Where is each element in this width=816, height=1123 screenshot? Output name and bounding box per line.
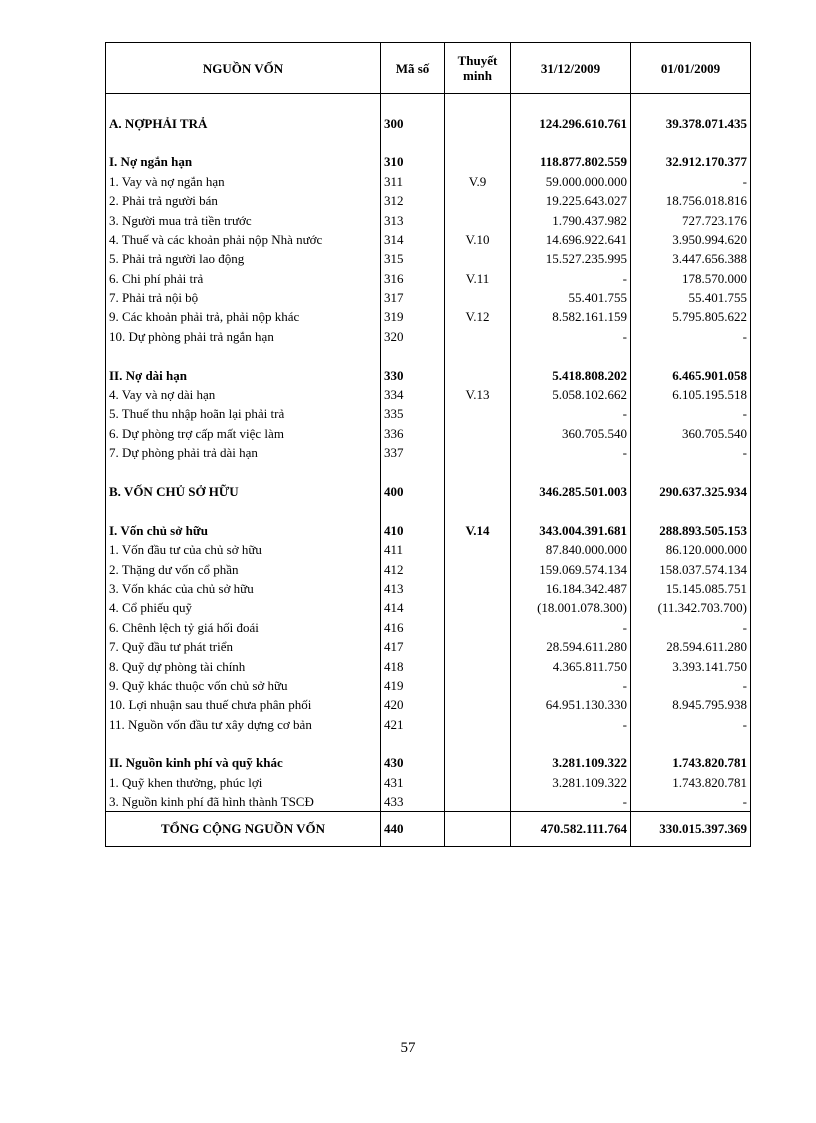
balance-sheet-table: [105, 42, 751, 847]
spacer-cell: [381, 734, 445, 753]
spacer-cell: [445, 734, 511, 753]
row-code: 300: [381, 113, 445, 132]
row-note: [445, 792, 511, 812]
row-note: [445, 210, 511, 229]
row-code: 416: [381, 618, 445, 637]
row-start: -: [631, 172, 751, 191]
row-end: -: [511, 443, 631, 462]
row-end: -: [511, 792, 631, 812]
table-header-row: [106, 43, 751, 94]
row-code: 417: [381, 637, 445, 656]
group-row: [106, 753, 751, 772]
row-start: 6.105.195.518: [631, 385, 751, 404]
row-start: 86.120.000.000: [631, 540, 751, 559]
row-note: V.13: [445, 385, 511, 404]
row-end: -: [511, 715, 631, 734]
row-label: 10. Dự phòng phải trả ngắn hạn: [106, 327, 381, 346]
row-end: 343.004.391.681: [511, 521, 631, 540]
row-code: 420: [381, 695, 445, 714]
table-row: [106, 637, 751, 656]
table-row: [106, 773, 751, 792]
table-row: [106, 210, 751, 229]
spacer-cell: [631, 734, 751, 753]
row-note: [445, 695, 511, 714]
row-label: II. Nợ dài hạn: [106, 365, 381, 384]
row-end: -: [511, 676, 631, 695]
row-start: 5.795.805.622: [631, 307, 751, 326]
row-end: 5.418.808.202: [511, 365, 631, 384]
row-start: 727.723.176: [631, 210, 751, 229]
total-label: TỔNG CỘNG NGUỒN VỐN: [106, 812, 381, 847]
spacer-cell: [381, 133, 445, 152]
row-code: 433: [381, 792, 445, 812]
page-number: 57: [400, 1040, 416, 1056]
table-row: [106, 598, 751, 617]
table-row: [106, 715, 751, 734]
section-row: [106, 482, 751, 501]
row-end: 59.000.000.000: [511, 172, 631, 191]
table-row: [106, 676, 751, 695]
row-label: 1. Vay và nợ ngắn hạn: [106, 172, 381, 191]
row-code: 337: [381, 443, 445, 462]
row-code: 330: [381, 365, 445, 384]
row-code: 335: [381, 404, 445, 423]
row-note: [445, 288, 511, 307]
row-label: 6. Chi phí phải trả: [106, 269, 381, 288]
row-end: 3.281.109.322: [511, 753, 631, 772]
row-start: 1.743.820.781: [631, 773, 751, 792]
row-end: 15.527.235.995: [511, 249, 631, 268]
group-row: [106, 521, 751, 540]
spacer-row: [106, 462, 751, 481]
spacer-cell: [381, 94, 445, 114]
row-code: 414: [381, 598, 445, 617]
row-start: (11.342.703.700): [631, 598, 751, 617]
row-label: 7. Quỹ đầu tư phát triển: [106, 637, 381, 656]
row-note: V.11: [445, 269, 511, 288]
table-row: [106, 172, 751, 191]
spacer-cell: [106, 94, 381, 114]
row-label: 6. Chênh lệch tỷ giá hối đoái: [106, 618, 381, 637]
row-code: 315: [381, 249, 445, 268]
row-start: 3.447.656.388: [631, 249, 751, 268]
row-note: [445, 404, 511, 423]
spacer-cell: [106, 133, 381, 152]
row-end: 5.058.102.662: [511, 385, 631, 404]
row-end: 3.281.109.322: [511, 773, 631, 792]
spacer-cell: [631, 501, 751, 520]
table-row: [106, 230, 751, 249]
table-row: [106, 191, 751, 210]
row-code: 411: [381, 540, 445, 559]
row-start: 6.465.901.058: [631, 365, 751, 384]
row-code: 412: [381, 559, 445, 578]
spacer-row: [106, 94, 751, 114]
row-label: 5. Thuế thu nhập hoãn lại phải trả: [106, 404, 381, 423]
row-label: 4. Thuế và các khoản phải nộp Nhà nước: [106, 230, 381, 249]
row-start: 178.570.000: [631, 269, 751, 288]
row-end: -: [511, 269, 631, 288]
spacer-cell: [511, 501, 631, 520]
row-code: 410: [381, 521, 445, 540]
total-end: 470.582.111.764: [511, 812, 631, 847]
row-start: 3.393.141.750: [631, 656, 751, 675]
row-end: 87.840.000.000: [511, 540, 631, 559]
row-start: -: [631, 443, 751, 462]
row-label: 4. Vay và nợ dài hạn: [106, 385, 381, 404]
group-row: [106, 365, 751, 384]
header-end-date: 31/12/2009: [511, 43, 631, 94]
row-end: -: [511, 404, 631, 423]
total-code: 440: [381, 812, 445, 847]
spacer-cell: [631, 94, 751, 114]
table-row: [106, 307, 751, 326]
spacer-cell: [381, 462, 445, 481]
row-start: -: [631, 618, 751, 637]
total-start: 330.015.397.369: [631, 812, 751, 847]
row-start: -: [631, 676, 751, 695]
row-start: 15.145.085.751: [631, 579, 751, 598]
row-note: [445, 540, 511, 559]
row-note: [445, 618, 511, 637]
row-label: 7. Phải trả nội bộ: [106, 288, 381, 307]
row-end: 360.705.540: [511, 424, 631, 443]
row-note: [445, 559, 511, 578]
row-label: 3. Người mua trả tiền trước: [106, 210, 381, 229]
spacer-cell: [511, 94, 631, 114]
row-label: 9. Các khoản phải trả, phải nộp khác: [106, 307, 381, 326]
row-code: 419: [381, 676, 445, 695]
row-code: 421: [381, 715, 445, 734]
table-row: [106, 404, 751, 423]
spacer-row: [106, 133, 751, 152]
row-label: 1. Quỹ khen thưởng, phúc lợi: [106, 773, 381, 792]
spacer-cell: [445, 501, 511, 520]
table-row: [106, 443, 751, 462]
spacer-cell: [381, 501, 445, 520]
row-end: 124.296.610.761: [511, 113, 631, 132]
row-start: 28.594.611.280: [631, 637, 751, 656]
table-row: [106, 385, 751, 404]
row-note: V.12: [445, 307, 511, 326]
row-end: 28.594.611.280: [511, 637, 631, 656]
row-note: V.14: [445, 521, 511, 540]
table-row: [106, 288, 751, 307]
row-label: 4. Cổ phiếu quỹ: [106, 598, 381, 617]
spacer-cell: [106, 501, 381, 520]
row-end: 159.069.574.134: [511, 559, 631, 578]
row-label: 3. Vốn khác của chủ sở hữu: [106, 579, 381, 598]
row-label: B. VỐN CHỦ SỞ HỮU: [106, 482, 381, 501]
row-end: 346.285.501.003: [511, 482, 631, 501]
row-label: 3. Nguồn kinh phí đã hình thành TSCĐ: [106, 792, 381, 812]
table-row: [106, 618, 751, 637]
row-code: 310: [381, 152, 445, 171]
row-note: [445, 715, 511, 734]
row-start: 290.637.325.934: [631, 482, 751, 501]
row-end: 19.225.643.027: [511, 191, 631, 210]
header-start-date: 01/01/2009: [631, 43, 751, 94]
spacer-cell: [445, 133, 511, 152]
row-note: [445, 482, 511, 501]
row-end: 8.582.161.159: [511, 307, 631, 326]
spacer-cell: [445, 346, 511, 365]
header-note: Thuyết minh: [445, 43, 511, 94]
row-code: 311: [381, 172, 445, 191]
row-start: 39.378.071.435: [631, 113, 751, 132]
row-code: 418: [381, 656, 445, 675]
spacer-row: [106, 501, 751, 520]
row-label: 1. Vốn đầu tư của chủ sở hữu: [106, 540, 381, 559]
row-start: -: [631, 715, 751, 734]
table-row: [106, 424, 751, 443]
row-code: 336: [381, 424, 445, 443]
total-row: [106, 812, 751, 847]
header-code: Mã số: [381, 43, 445, 94]
row-label: 2. Phải trả người bán: [106, 191, 381, 210]
row-end: 55.401.755: [511, 288, 631, 307]
row-code: 319: [381, 307, 445, 326]
row-note: [445, 579, 511, 598]
row-label: 7. Dự phòng phải trả dài hạn: [106, 443, 381, 462]
row-note: [445, 753, 511, 772]
row-note: V.10: [445, 230, 511, 249]
table-row: [106, 327, 751, 346]
row-end: -: [511, 618, 631, 637]
row-label: 6. Dự phòng trợ cấp mất việc làm: [106, 424, 381, 443]
spacer-cell: [106, 734, 381, 753]
row-end: 64.951.130.330: [511, 695, 631, 714]
row-code: 431: [381, 773, 445, 792]
row-end: 118.877.802.559: [511, 152, 631, 171]
spacer-cell: [631, 346, 751, 365]
row-start: 32.912.170.377: [631, 152, 751, 171]
row-note: [445, 443, 511, 462]
row-note: [445, 327, 511, 346]
row-label: 11. Nguồn vốn đầu tư xây dựng cơ bản: [106, 715, 381, 734]
row-label: 10. Lợi nhuận sau thuế chưa phân phối: [106, 695, 381, 714]
spacer-cell: [511, 734, 631, 753]
row-note: V.9: [445, 172, 511, 191]
spacer-cell: [511, 133, 631, 152]
row-start: 18.756.018.816: [631, 191, 751, 210]
table-row: [106, 540, 751, 559]
spacer-row: [106, 346, 751, 365]
table-row: [106, 249, 751, 268]
row-note: [445, 191, 511, 210]
group-row: [106, 152, 751, 171]
row-start: -: [631, 404, 751, 423]
table-row: [106, 579, 751, 598]
spacer-cell: [445, 462, 511, 481]
row-label: I. Vốn chủ sở hữu: [106, 521, 381, 540]
row-code: 320: [381, 327, 445, 346]
row-code: 316: [381, 269, 445, 288]
row-end: 14.696.922.641: [511, 230, 631, 249]
table-row: [106, 269, 751, 288]
row-label: I. Nợ ngắn hạn: [106, 152, 381, 171]
row-code: 312: [381, 191, 445, 210]
table-row: [106, 695, 751, 714]
row-label: 9. Quỹ khác thuộc vốn chủ sở hữu: [106, 676, 381, 695]
row-start: 288.893.505.153: [631, 521, 751, 540]
row-end: 1.790.437.982: [511, 210, 631, 229]
row-code: 413: [381, 579, 445, 598]
row-note: [445, 637, 511, 656]
row-label: A. NỢPHẢI TRẢ: [106, 113, 381, 132]
spacer-cell: [511, 462, 631, 481]
table-row: [106, 792, 751, 812]
row-end: (18.001.078.300): [511, 598, 631, 617]
row-start: 8.945.795.938: [631, 695, 751, 714]
spacer-row: [106, 734, 751, 753]
row-code: 313: [381, 210, 445, 229]
spacer-cell: [106, 462, 381, 481]
row-note: [445, 249, 511, 268]
row-start: 55.401.755: [631, 288, 751, 307]
row-code: 317: [381, 288, 445, 307]
table-row: [106, 559, 751, 578]
spacer-cell: [445, 94, 511, 114]
row-end: -: [511, 327, 631, 346]
row-code: 334: [381, 385, 445, 404]
row-note: [445, 113, 511, 132]
spacer-cell: [631, 462, 751, 481]
row-label: 2. Thặng dư vốn cổ phần: [106, 559, 381, 578]
row-label: II. Nguồn kinh phí và quỹ khác: [106, 753, 381, 772]
row-start: 158.037.574.134: [631, 559, 751, 578]
row-note: [445, 773, 511, 792]
total-note: [445, 812, 511, 847]
row-label: 5. Phải trả người lao động: [106, 249, 381, 268]
table-row: [106, 656, 751, 675]
row-end: 4.365.811.750: [511, 656, 631, 675]
row-note: [445, 676, 511, 695]
row-start: -: [631, 327, 751, 346]
spacer-cell: [381, 346, 445, 365]
spacer-cell: [631, 133, 751, 152]
row-start: 3.950.994.620: [631, 230, 751, 249]
section-row: [106, 113, 751, 132]
table-body: [106, 94, 751, 812]
row-end: 16.184.342.487: [511, 579, 631, 598]
row-note: [445, 598, 511, 617]
row-note: [445, 424, 511, 443]
row-note: [445, 152, 511, 171]
row-code: 314: [381, 230, 445, 249]
row-start: 1.743.820.781: [631, 753, 751, 772]
spacer-cell: [511, 346, 631, 365]
row-note: [445, 365, 511, 384]
header-name: NGUỒN VỐN: [106, 43, 381, 94]
row-code: 400: [381, 482, 445, 501]
row-start: -: [631, 792, 751, 812]
row-code: 430: [381, 753, 445, 772]
spacer-cell: [106, 346, 381, 365]
row-note: [445, 656, 511, 675]
row-label: 8. Quỹ dự phòng tài chính: [106, 656, 381, 675]
row-start: 360.705.540: [631, 424, 751, 443]
